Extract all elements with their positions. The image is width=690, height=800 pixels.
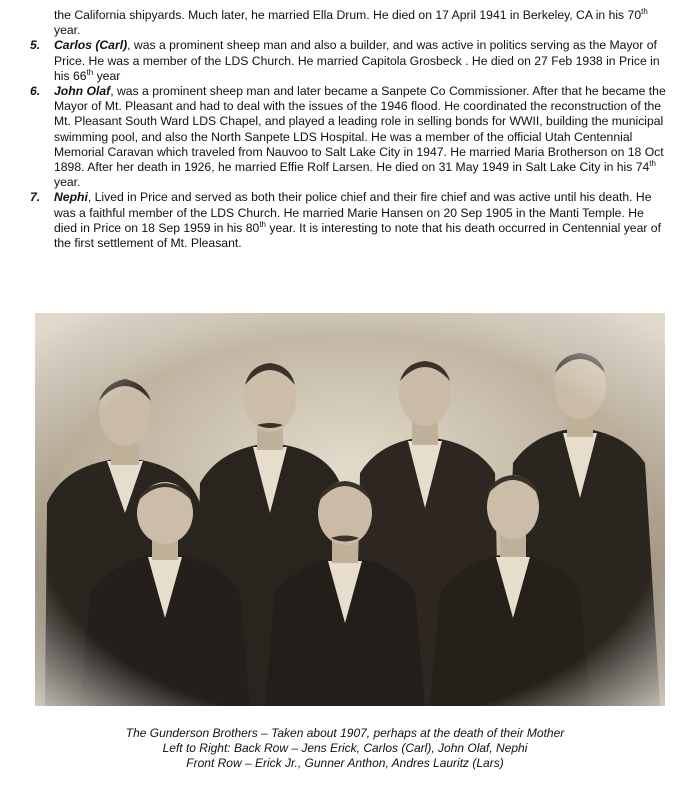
family-photograph (35, 313, 665, 706)
paragraph-body: , Lived in Price and served as both their police chief and their fire chief and was active until his death. He was a faithful member of the LDS Church. He married Marie Hansen on 20 Sep 1905 in the Manti Temple. He died in Price on 18 Sep 1959 in his 80 (54, 190, 652, 235)
paragraph-john-olaf (28, 84, 668, 190)
ordinal-suffix: th (259, 219, 266, 229)
caption-line-front-row: Front Row – Erick Jr., Gunner Anthon, Andres Lauritz (Lars) (186, 756, 504, 770)
ordinal-suffix: th (649, 158, 656, 168)
biography-text (28, 8, 668, 251)
paragraph-tail: year. It is interesting to note that his death occurred in Centennial year of the first settlement of Mt. Pleasant. (54, 220, 661, 251)
paragraph-number: 5. (30, 38, 41, 53)
paragraph-continuation (28, 8, 668, 38)
person-name: John Olaf (54, 84, 111, 99)
caption-line-title: The Gunderson Brothers – Taken about 1907, perhaps at the death of their Mother (125, 726, 565, 740)
person-name: Carlos (Carl) (54, 38, 128, 53)
ordinal-suffix: th (641, 6, 648, 16)
photo-illustration (35, 313, 665, 706)
paragraph-number: 6. (30, 84, 41, 99)
paragraph-body: , was a prominent sheep man and also a builder, and was active in politics serving as the Mayor of Price. He was a member of the LDS Church. He married Capitola Grosbeck . He died on 27 Feb 1938 in Price in his 66 (54, 38, 660, 83)
paragraph-tail: year (93, 68, 121, 83)
photo-vignette (35, 313, 665, 706)
paragraph-body: , was a prominent sheep man and later became a Sanpete Co Commissioner. After that he became the Mayor of Mt. Pleasant and had to deal with the issues of the 1946 flood. He coordinated the reconstruction of the Mt. Pleasant South Ward LDS Chapel, and played a leading role in selling bonds for WWII, building the municipal swimming pool, and also the North Sanpete LDS Hospital. He was a member of the official Utah Centennial Memorial Caravan which traveled from Nauvoo to Salt Lake City in 1947. He married Maria Brotherson on 18 Oct 1898. After her death in 1926, he married Effie Rolf Larsen. He died on 31 May 1949 in Salt Lake City in his 74 (54, 84, 666, 175)
ordinal-suffix: th (86, 67, 94, 77)
paragraph-carlos (28, 38, 668, 84)
paragraph-body: the California shipyards. Much later, he married Ella Drum. He died on 17 April 1941 in Berkeley, CA in his 70 (54, 8, 642, 22)
paragraph-tail: year. (54, 175, 81, 190)
person-name: Nephi (54, 190, 88, 205)
paragraph-tail: year. (54, 23, 81, 38)
caption-line-back-row: Left to Right: Back Row – Jens Erick, Carlos (Carl), John Olaf, Nephi (162, 741, 528, 755)
photo-caption (40, 726, 650, 771)
paragraph-number: 7. (30, 190, 41, 205)
paragraph-nephi (28, 190, 668, 251)
